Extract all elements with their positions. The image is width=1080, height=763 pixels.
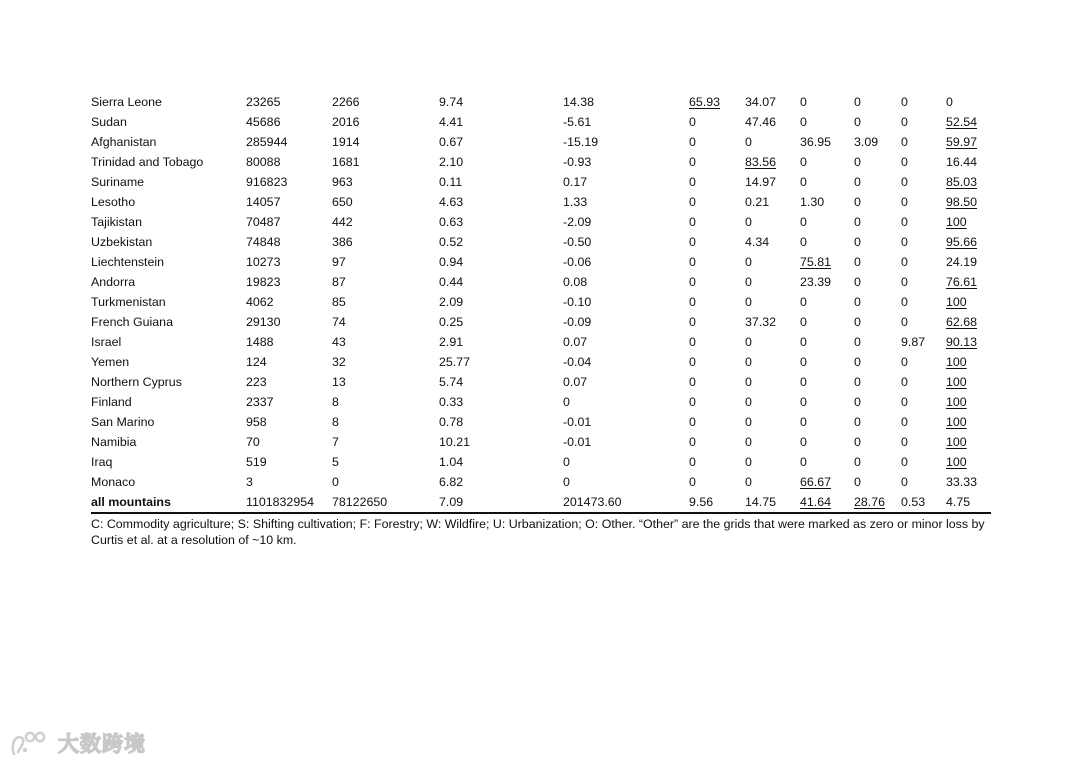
value-cell: 10.21 bbox=[439, 435, 471, 449]
country-cell: Iraq bbox=[91, 455, 113, 469]
table-row bbox=[91, 372, 991, 392]
table-row bbox=[91, 232, 991, 252]
value-cell: 0 bbox=[901, 455, 908, 469]
value-cell: 0 bbox=[800, 415, 807, 429]
value-cell: 2016 bbox=[332, 115, 360, 129]
value-cell: 13 bbox=[332, 375, 346, 389]
value-cell: 0 bbox=[745, 455, 752, 469]
table-row bbox=[91, 112, 991, 132]
table-row bbox=[91, 452, 991, 472]
value-cell: 33.33 bbox=[946, 475, 978, 489]
country-cell: Monaco bbox=[91, 475, 136, 489]
value-cell: 0 bbox=[800, 315, 807, 329]
value-cell: 0 bbox=[689, 115, 696, 129]
value-cell: 0 bbox=[745, 475, 752, 489]
value-cell: 5.74 bbox=[439, 375, 464, 389]
value-cell: 1681 bbox=[332, 155, 360, 169]
value-cell: 0 bbox=[901, 435, 908, 449]
value-cell: 83.56 bbox=[745, 155, 777, 169]
table-row bbox=[91, 292, 991, 312]
value-cell: 70487 bbox=[246, 215, 281, 229]
value-cell: 0 bbox=[745, 255, 752, 269]
table-row bbox=[91, 472, 991, 492]
value-cell: 74 bbox=[332, 315, 346, 329]
total-value-cell: 14.75 bbox=[745, 495, 777, 509]
value-cell: 76.61 bbox=[946, 275, 978, 289]
value-cell: 0 bbox=[745, 355, 752, 369]
value-cell: 52.54 bbox=[946, 115, 978, 129]
value-cell: 0 bbox=[745, 415, 752, 429]
value-cell: 0 bbox=[800, 95, 807, 109]
value-cell: 0 bbox=[901, 215, 908, 229]
country-cell: Suriname bbox=[91, 175, 145, 189]
value-cell: 0 bbox=[901, 355, 908, 369]
value-cell: 2337 bbox=[246, 395, 274, 409]
value-cell: 90.13 bbox=[946, 335, 978, 349]
value-cell: 0 bbox=[689, 215, 696, 229]
value-cell: 2.91 bbox=[439, 335, 464, 349]
value-cell: 0 bbox=[946, 95, 953, 109]
table-row bbox=[91, 352, 991, 372]
value-cell: 0 bbox=[800, 175, 807, 189]
value-cell: 10273 bbox=[246, 255, 281, 269]
value-cell: 32 bbox=[332, 355, 346, 369]
value-cell: 0.52 bbox=[439, 235, 464, 249]
value-cell: 0 bbox=[689, 175, 696, 189]
value-cell: 74848 bbox=[246, 235, 281, 249]
value-cell: 0.17 bbox=[563, 175, 588, 189]
value-cell: 0 bbox=[745, 135, 752, 149]
value-cell: -5.61 bbox=[563, 115, 592, 129]
total-value-cell: 4.75 bbox=[946, 495, 971, 509]
value-cell: 1.33 bbox=[563, 195, 588, 209]
value-cell: -2.09 bbox=[563, 215, 592, 229]
value-cell: 23265 bbox=[246, 95, 281, 109]
value-cell: 0 bbox=[901, 375, 908, 389]
country-cell: Andorra bbox=[91, 275, 136, 289]
value-cell: 1914 bbox=[332, 135, 360, 149]
value-cell: -0.50 bbox=[563, 235, 592, 249]
value-cell: 45686 bbox=[246, 115, 281, 129]
value-cell: 0 bbox=[901, 295, 908, 309]
value-cell: 3 bbox=[246, 475, 253, 489]
value-cell: 0 bbox=[689, 255, 696, 269]
value-cell: 0 bbox=[332, 475, 339, 489]
total-value-cell: 41.64 bbox=[800, 495, 832, 509]
value-cell: 0 bbox=[901, 475, 908, 489]
table-row bbox=[91, 252, 991, 272]
value-cell: 650 bbox=[332, 195, 353, 209]
data-table bbox=[91, 92, 991, 514]
table-row bbox=[91, 412, 991, 432]
value-cell: 0 bbox=[689, 375, 696, 389]
value-cell: 8 bbox=[332, 415, 339, 429]
country-cell: Afghanistan bbox=[91, 135, 157, 149]
value-cell: 0 bbox=[689, 435, 696, 449]
value-cell: 0 bbox=[800, 115, 807, 129]
value-cell: 0 bbox=[800, 455, 807, 469]
value-cell: 0 bbox=[854, 475, 861, 489]
value-cell: 0.25 bbox=[439, 315, 464, 329]
country-cell: Liechtenstein bbox=[91, 255, 165, 269]
country-cell: Israel bbox=[91, 335, 122, 349]
value-cell: 14057 bbox=[246, 195, 281, 209]
value-cell: 0 bbox=[901, 415, 908, 429]
value-cell: 0 bbox=[689, 235, 696, 249]
country-cell: San Marino bbox=[91, 415, 155, 429]
value-cell: -0.93 bbox=[563, 155, 592, 169]
value-cell: 0.78 bbox=[439, 415, 464, 429]
value-cell: -0.04 bbox=[563, 355, 592, 369]
value-cell: 87 bbox=[332, 275, 346, 289]
value-cell: 0 bbox=[854, 235, 861, 249]
country-cell: Uzbekistan bbox=[91, 235, 153, 249]
value-cell: 0 bbox=[854, 415, 861, 429]
table-row bbox=[91, 312, 991, 332]
watermark-text: 大数跨境 bbox=[58, 732, 146, 756]
value-cell: 0 bbox=[563, 475, 570, 489]
value-cell: 0 bbox=[689, 395, 696, 409]
value-cell: 2266 bbox=[332, 95, 360, 109]
value-cell: 100 bbox=[946, 375, 967, 389]
value-cell: 0.94 bbox=[439, 255, 464, 269]
value-cell: 0 bbox=[854, 455, 861, 469]
table-row bbox=[91, 132, 991, 152]
value-cell: 4062 bbox=[246, 295, 274, 309]
value-cell: 0 bbox=[901, 275, 908, 289]
value-cell: 0 bbox=[689, 195, 696, 209]
value-cell: 97 bbox=[332, 255, 346, 269]
value-cell: 34.07 bbox=[745, 95, 777, 109]
value-cell: 0 bbox=[901, 235, 908, 249]
total-value-cell: 7.09 bbox=[439, 495, 464, 509]
value-cell: -0.01 bbox=[563, 415, 592, 429]
value-cell: 23.39 bbox=[800, 275, 832, 289]
value-cell: 0 bbox=[854, 435, 861, 449]
value-cell: 285944 bbox=[246, 135, 288, 149]
value-cell: 25.77 bbox=[439, 355, 471, 369]
value-cell: 0 bbox=[901, 395, 908, 409]
data-table-container bbox=[91, 92, 991, 514]
value-cell: 0 bbox=[800, 295, 807, 309]
value-cell: 19823 bbox=[246, 275, 281, 289]
logo-mark-icon bbox=[8, 728, 52, 758]
value-cell: 29130 bbox=[246, 315, 281, 329]
watermark bbox=[8, 726, 146, 760]
value-cell: 37.32 bbox=[745, 315, 777, 329]
table-row bbox=[91, 92, 991, 112]
value-cell: 0 bbox=[745, 275, 752, 289]
value-cell: 0 bbox=[854, 155, 861, 169]
value-cell: 0.07 bbox=[563, 335, 588, 349]
value-cell: 59.97 bbox=[946, 135, 978, 149]
value-cell: 0 bbox=[901, 315, 908, 329]
value-cell: 0 bbox=[800, 395, 807, 409]
value-cell: 8 bbox=[332, 395, 339, 409]
table-caption: C: Commodity agriculture; S: Shifting cultivation; F: Forestry; W: Wildfire; U: Urbanization; O: Other. “Other” are the grids that were marked as zero or minor loss by Curtis et al. at a resolution of ~10 km. bbox=[91, 517, 985, 547]
value-cell: -15.19 bbox=[563, 135, 599, 149]
table-row bbox=[91, 212, 991, 232]
country-cell: Northern Cyprus bbox=[91, 375, 182, 389]
value-cell: 0 bbox=[745, 215, 752, 229]
value-cell: 0 bbox=[901, 255, 908, 269]
value-cell: 0 bbox=[901, 155, 908, 169]
country-cell: Sudan bbox=[91, 115, 127, 129]
value-cell: 0 bbox=[854, 315, 861, 329]
value-cell: 2.10 bbox=[439, 155, 464, 169]
country-cell: Sierra Leone bbox=[91, 95, 162, 109]
value-cell: 0 bbox=[745, 395, 752, 409]
country-cell: Tajikistan bbox=[91, 215, 142, 229]
value-cell: 80088 bbox=[246, 155, 281, 169]
value-cell: 100 bbox=[946, 415, 967, 429]
total-value-cell: 9.56 bbox=[689, 495, 714, 509]
value-cell: 442 bbox=[332, 215, 353, 229]
table-row bbox=[91, 192, 991, 212]
value-cell: 0 bbox=[800, 335, 807, 349]
value-cell: 0 bbox=[901, 175, 908, 189]
value-cell: 0.08 bbox=[563, 275, 588, 289]
value-cell: 0 bbox=[800, 215, 807, 229]
value-cell: 0 bbox=[854, 375, 861, 389]
value-cell: 0 bbox=[854, 255, 861, 269]
value-cell: 3.09 bbox=[854, 135, 879, 149]
value-cell: 85.03 bbox=[946, 175, 978, 189]
value-cell: 0 bbox=[854, 115, 861, 129]
value-cell: 0 bbox=[745, 375, 752, 389]
value-cell: 4.63 bbox=[439, 195, 464, 209]
value-cell: 0 bbox=[800, 235, 807, 249]
value-cell: 85 bbox=[332, 295, 346, 309]
value-cell: 0 bbox=[689, 475, 696, 489]
value-cell: 0 bbox=[854, 335, 861, 349]
value-cell: 0 bbox=[901, 135, 908, 149]
value-cell: 0 bbox=[689, 355, 696, 369]
value-cell: 0 bbox=[854, 275, 861, 289]
table-row bbox=[91, 432, 991, 452]
value-cell: 0 bbox=[800, 435, 807, 449]
value-cell: 0.63 bbox=[439, 215, 464, 229]
value-cell: 963 bbox=[332, 175, 353, 189]
table-body bbox=[91, 92, 991, 513]
value-cell: 62.68 bbox=[946, 315, 978, 329]
value-cell: 66.67 bbox=[800, 475, 832, 489]
value-cell: 0 bbox=[800, 355, 807, 369]
value-cell: 0 bbox=[854, 355, 861, 369]
total-value-cell: 78122650 bbox=[332, 495, 388, 509]
value-cell: 14.97 bbox=[745, 175, 777, 189]
value-cell: -0.10 bbox=[563, 295, 592, 309]
value-cell: 0.21 bbox=[745, 195, 770, 209]
value-cell: 7 bbox=[332, 435, 339, 449]
value-cell: 0 bbox=[854, 195, 861, 209]
value-cell: 95.66 bbox=[946, 235, 978, 249]
value-cell: 0.44 bbox=[439, 275, 464, 289]
value-cell: 1.04 bbox=[439, 455, 464, 469]
value-cell: 0 bbox=[689, 275, 696, 289]
value-cell: 0 bbox=[563, 455, 570, 469]
table-row bbox=[91, 392, 991, 412]
value-cell: 0 bbox=[800, 375, 807, 389]
value-cell: -0.06 bbox=[563, 255, 592, 269]
value-cell: 0 bbox=[689, 455, 696, 469]
table-row bbox=[91, 272, 991, 292]
value-cell: 0 bbox=[745, 295, 752, 309]
value-cell: 100 bbox=[946, 295, 967, 309]
value-cell: 24.19 bbox=[946, 255, 978, 269]
value-cell: 0.33 bbox=[439, 395, 464, 409]
value-cell: 519 bbox=[246, 455, 267, 469]
value-cell: 36.95 bbox=[800, 135, 832, 149]
value-cell: 16.44 bbox=[946, 155, 978, 169]
value-cell: 0 bbox=[854, 95, 861, 109]
value-cell: 0 bbox=[563, 395, 570, 409]
value-cell: 0 bbox=[901, 115, 908, 129]
value-cell: 9.74 bbox=[439, 95, 464, 109]
value-cell: 0 bbox=[689, 295, 696, 309]
value-cell: -0.01 bbox=[563, 435, 592, 449]
value-cell: 14.38 bbox=[563, 95, 595, 109]
value-cell: 4.34 bbox=[745, 235, 770, 249]
value-cell: 1.30 bbox=[800, 195, 825, 209]
value-cell: 1488 bbox=[246, 335, 274, 349]
value-cell: 0 bbox=[901, 95, 908, 109]
value-cell: 0.07 bbox=[563, 375, 588, 389]
value-cell: 0 bbox=[745, 335, 752, 349]
country-cell: Finland bbox=[91, 395, 132, 409]
value-cell: 2.09 bbox=[439, 295, 464, 309]
value-cell: 0 bbox=[901, 195, 908, 209]
country-cell: Trinidad and Tobago bbox=[91, 155, 204, 169]
total-value-cell: 1101832954 bbox=[246, 495, 314, 509]
value-cell: 0 bbox=[854, 175, 861, 189]
value-cell: 9.87 bbox=[901, 335, 926, 349]
value-cell: 0.67 bbox=[439, 135, 464, 149]
value-cell: 0 bbox=[800, 155, 807, 169]
value-cell: 100 bbox=[946, 395, 967, 409]
value-cell: 916823 bbox=[246, 175, 288, 189]
value-cell: 958 bbox=[246, 415, 267, 429]
country-cell: Lesotho bbox=[91, 195, 136, 209]
total-value-cell: 201473.60 bbox=[563, 495, 622, 509]
value-cell: 65.93 bbox=[689, 95, 721, 109]
value-cell: 75.81 bbox=[800, 255, 832, 269]
value-cell: 98.50 bbox=[946, 195, 978, 209]
country-cell: Turkmenistan bbox=[91, 295, 166, 309]
value-cell: 0 bbox=[689, 335, 696, 349]
country-cell: Yemen bbox=[91, 355, 130, 369]
total-value-cell: 28.76 bbox=[854, 495, 886, 509]
value-cell: 0 bbox=[745, 435, 752, 449]
value-cell: 6.82 bbox=[439, 475, 464, 489]
value-cell: 100 bbox=[946, 215, 967, 229]
table-row bbox=[91, 332, 991, 352]
value-cell: 0 bbox=[854, 295, 861, 309]
value-cell: 100 bbox=[946, 455, 967, 469]
total-row bbox=[91, 492, 991, 513]
value-cell: 47.46 bbox=[745, 115, 777, 129]
value-cell: 386 bbox=[332, 235, 353, 249]
value-cell: 124 bbox=[246, 355, 267, 369]
table-row bbox=[91, 152, 991, 172]
total-value-cell: 0.53 bbox=[901, 495, 926, 509]
country-cell: Namibia bbox=[91, 435, 137, 449]
country-cell: French Guiana bbox=[91, 315, 173, 329]
value-cell: 0 bbox=[689, 155, 696, 169]
value-cell: 43 bbox=[332, 335, 346, 349]
value-cell: -0.09 bbox=[563, 315, 592, 329]
value-cell: 0 bbox=[689, 415, 696, 429]
value-cell: 5 bbox=[332, 455, 339, 469]
value-cell: 70 bbox=[246, 435, 260, 449]
value-cell: 4.41 bbox=[439, 115, 464, 129]
value-cell: 100 bbox=[946, 435, 967, 449]
total-label-cell: all mountains bbox=[91, 495, 171, 509]
value-cell: 100 bbox=[946, 355, 967, 369]
table-row bbox=[91, 172, 991, 192]
value-cell: 0 bbox=[689, 315, 696, 329]
value-cell: 0.11 bbox=[439, 175, 463, 189]
value-cell: 0 bbox=[854, 395, 861, 409]
value-cell: 0 bbox=[854, 215, 861, 229]
value-cell: 223 bbox=[246, 375, 267, 389]
value-cell: 0 bbox=[689, 135, 696, 149]
